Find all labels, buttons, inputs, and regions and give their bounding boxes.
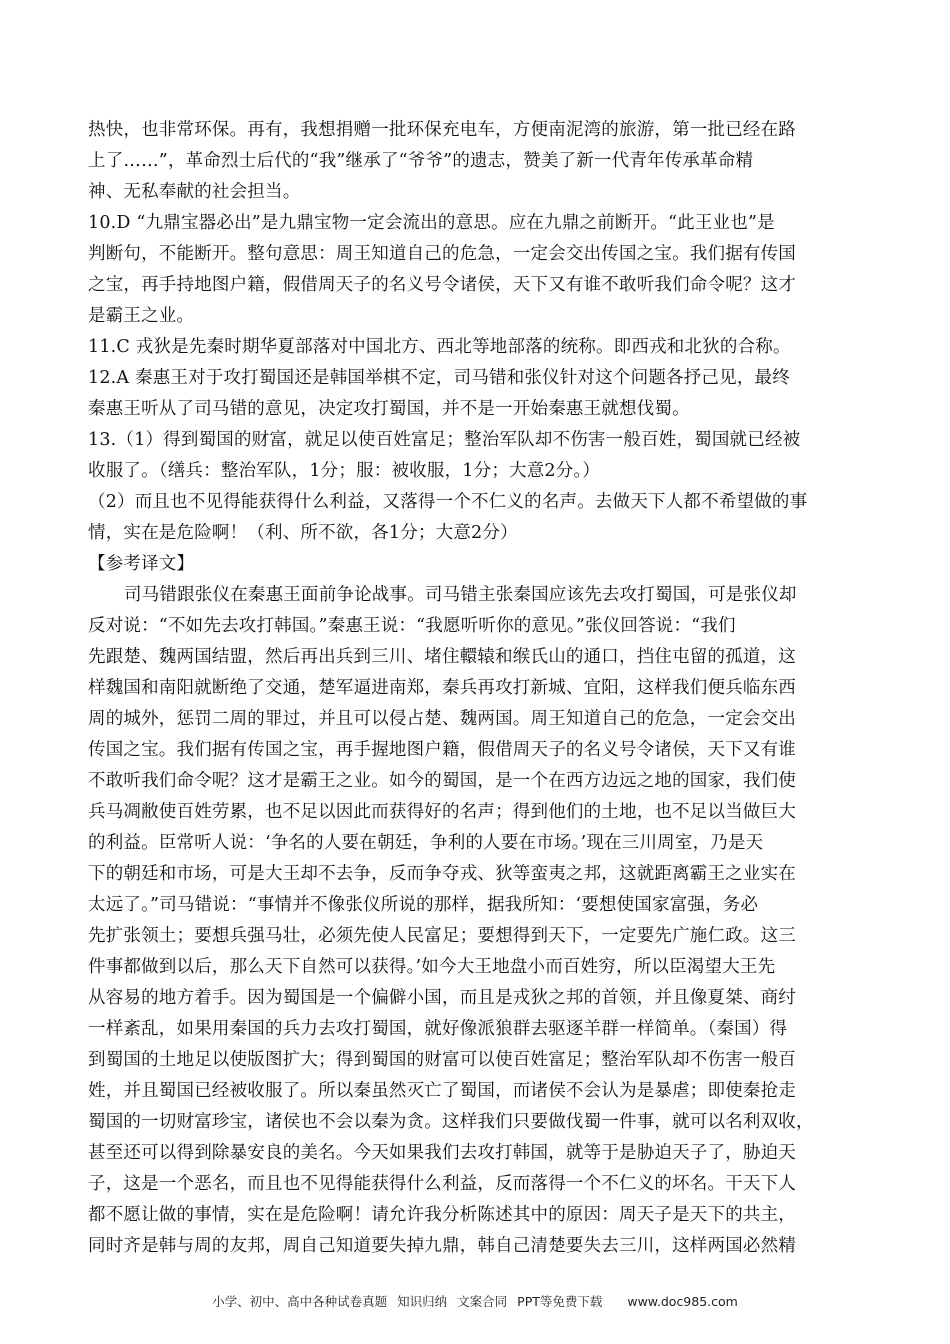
translation-line: 先跟楚、魏两国结盟，然后再出兵到三川、堵住轘辕和缑氏山的通口，挡住屯留的孤道，这: [88, 647, 796, 667]
translation-line: 太远了。”司马错说：“事情并不像张仪所说的那样，据我所知：‘要想使国家富强，务必: [88, 895, 759, 915]
translation-line: 件事都做到以后，那么天下自然可以获得。’如今大王地盘小而百姓穷，所以臣渴望大王先: [88, 957, 776, 977]
text-line: 收服了。（缮兵：整治军队，1分；服：被收服，1分；大意2分。）: [88, 461, 601, 481]
translation-line: 一样紊乱，如果用秦国的兵力去攻打蜀国，就好像派狼群去驱逐羊群一样简单。（秦国）得: [88, 1019, 788, 1039]
answer-13-1: 13.（1）得到蜀国的财富，就足以使百姓富足；整治军队却不伤害一般百姓，蜀国就已经被: [88, 430, 801, 450]
text-line: 之宝，再手持地图户籍，假借周天子的名义号令诸侯，天下又有谁不敢听我们命令呢？这才: [88, 275, 796, 295]
answer-13-2: （2）而且也不见得能获得什么利益，又落得一个不仁义的名声。去做天下人都不希望做的事: [88, 492, 808, 512]
text-line: 神、无私奉献的社会担当。: [88, 182, 301, 202]
translation-line: 姓，并且蜀国已经被收服了。所以秦虽然灭亡了蜀国，而诸侯不会认为是暴虐；即使秦抢走: [88, 1081, 796, 1101]
translation-line: 都不愿让做的事情，实在是危险啊！请允许我分析陈述其中的原因：周天子是天下的共主，: [88, 1205, 796, 1225]
text-line: 热快，也非常环保。再有，我想捐赠一批环保充电车，方便南泥湾的旅游，第一批已经在路: [88, 120, 796, 140]
translation-heading: 【参考译文】: [88, 554, 195, 574]
translation-line: 不敢听我们命令呢？这才是霸王之业。如今的蜀国，是一个在西方边远之地的国家，我们使: [88, 771, 796, 791]
text-line: 上了……”，革命烈士后代的“我”继承了“爷爷”的遗志，赞美了新一代青年传承革命精: [88, 151, 754, 171]
translation-line: 传国之宝。我们据有传国之宝，再手握地图户籍，假借周天子的名义号令诸侯，天下又有谁: [88, 740, 796, 760]
translation-line: 子，这是一个恶名，而且也不见得能获得什么利益，反而落得一个不仁义的坏名。干天下人: [88, 1174, 796, 1194]
footer-item: PPT等免费下载: [517, 1294, 603, 1309]
translation-line: 周的城外，惩罚二周的罪过，并且可以侵占楚、魏两国。周王知道自己的危急，一定会交出: [88, 709, 796, 729]
footer-item: 小学、初中、高中各种试卷真题: [212, 1294, 388, 1309]
translation-line: 兵马凋敝使百姓劳累，也不足以因此而获得好的名声；得到他们的土地，也不足以当做巨大: [88, 802, 796, 822]
text-line: 情，实在是危险啊！（利、所不欲，各1分；大意2分）: [88, 523, 518, 543]
footer-item: 知识归纳: [397, 1294, 448, 1309]
translation-line: 下的朝廷和市场，可是大王却不去争，反而争夺戎、狄等蛮夷之邦，这就距离霸王之业实在: [88, 864, 796, 884]
text-line: 是霸王之业。: [88, 306, 195, 326]
translation-line: 司马错跟张仪在秦惠王面前争论战事。司马错主张秦国应该先去攻打蜀国，可是张仪却: [124, 585, 797, 605]
translation-line: 甚至还可以得到除暴安良的美名。今天如果我们去攻打韩国，就等于是胁迫天子了，胁迫天: [88, 1143, 796, 1163]
translation-line: 的利益。臣常听人说：‘争名的人要在朝廷，争利的人要在市场。’现在三川周室，乃是天: [88, 833, 764, 853]
answer-12: 12.A 秦惠王对于攻打蜀国还是韩国举棋不定，司马错和张仪针对这个问题各抒己见，最终: [88, 368, 790, 388]
answer-11: 11.C 戎狄是先秦时期华夏部落对中国北方、西北等地部落的统称。即西戎和北狄的合称。: [88, 337, 791, 357]
translation-line: 先扩张领土；要想兵强马壮，必须先使人民富足；要想得到天下，一定要先广施仁政。这三: [88, 926, 796, 946]
answer-10: 10.D “九鼎宝器必出”是九鼎宝物一定会流出的意思。应在九鼎之前断开。“此王业也”是: [88, 213, 775, 233]
text-line: 判断句，不能断开。整句意思：周王知道自己的危急，一定会交出传国之宝。我们据有传国: [88, 244, 796, 264]
footer-url[interactable]: www.doc985.com: [627, 1294, 738, 1309]
translation-line: 同时齐是韩与周的友邦，周自己知道要失掉九鼎，韩自己清楚要失去三川，这样两国必然精: [88, 1236, 796, 1256]
translation-line: 到蜀国的土地足以使版图扩大；得到蜀国的财富可以使百姓富足；整治军队却不伤害一般百: [88, 1050, 796, 1070]
translation-line: 样魏国和南阳就断绝了交通，楚军逼进南郑，秦兵再攻打新城、宜阳，这样我们便兵临东西: [88, 678, 796, 698]
text-line: 秦惠王听从了司马错的意见，决定攻打蜀国，并不是一开始秦惠王就想伐蜀。: [88, 399, 690, 419]
page-footer: [0, 1292, 950, 1310]
translation-line: 蜀国的一切财富珍宝，诸侯也不会以秦为贪。这样我们只要做伐蜀一件事，就可以名利双收，: [88, 1112, 814, 1132]
translation-line: 从容易的地方着手。因为蜀国是一个偏僻小国，而且是戎狄之邦的首领，并且像夏桀、商纣: [88, 988, 796, 1008]
footer-item: 文案合同: [457, 1294, 508, 1309]
translation-line: 反对说：“不如先去攻打韩国。”秦惠王说：“我愿听听你的意见。”张仪回答说：“我们: [88, 616, 736, 636]
